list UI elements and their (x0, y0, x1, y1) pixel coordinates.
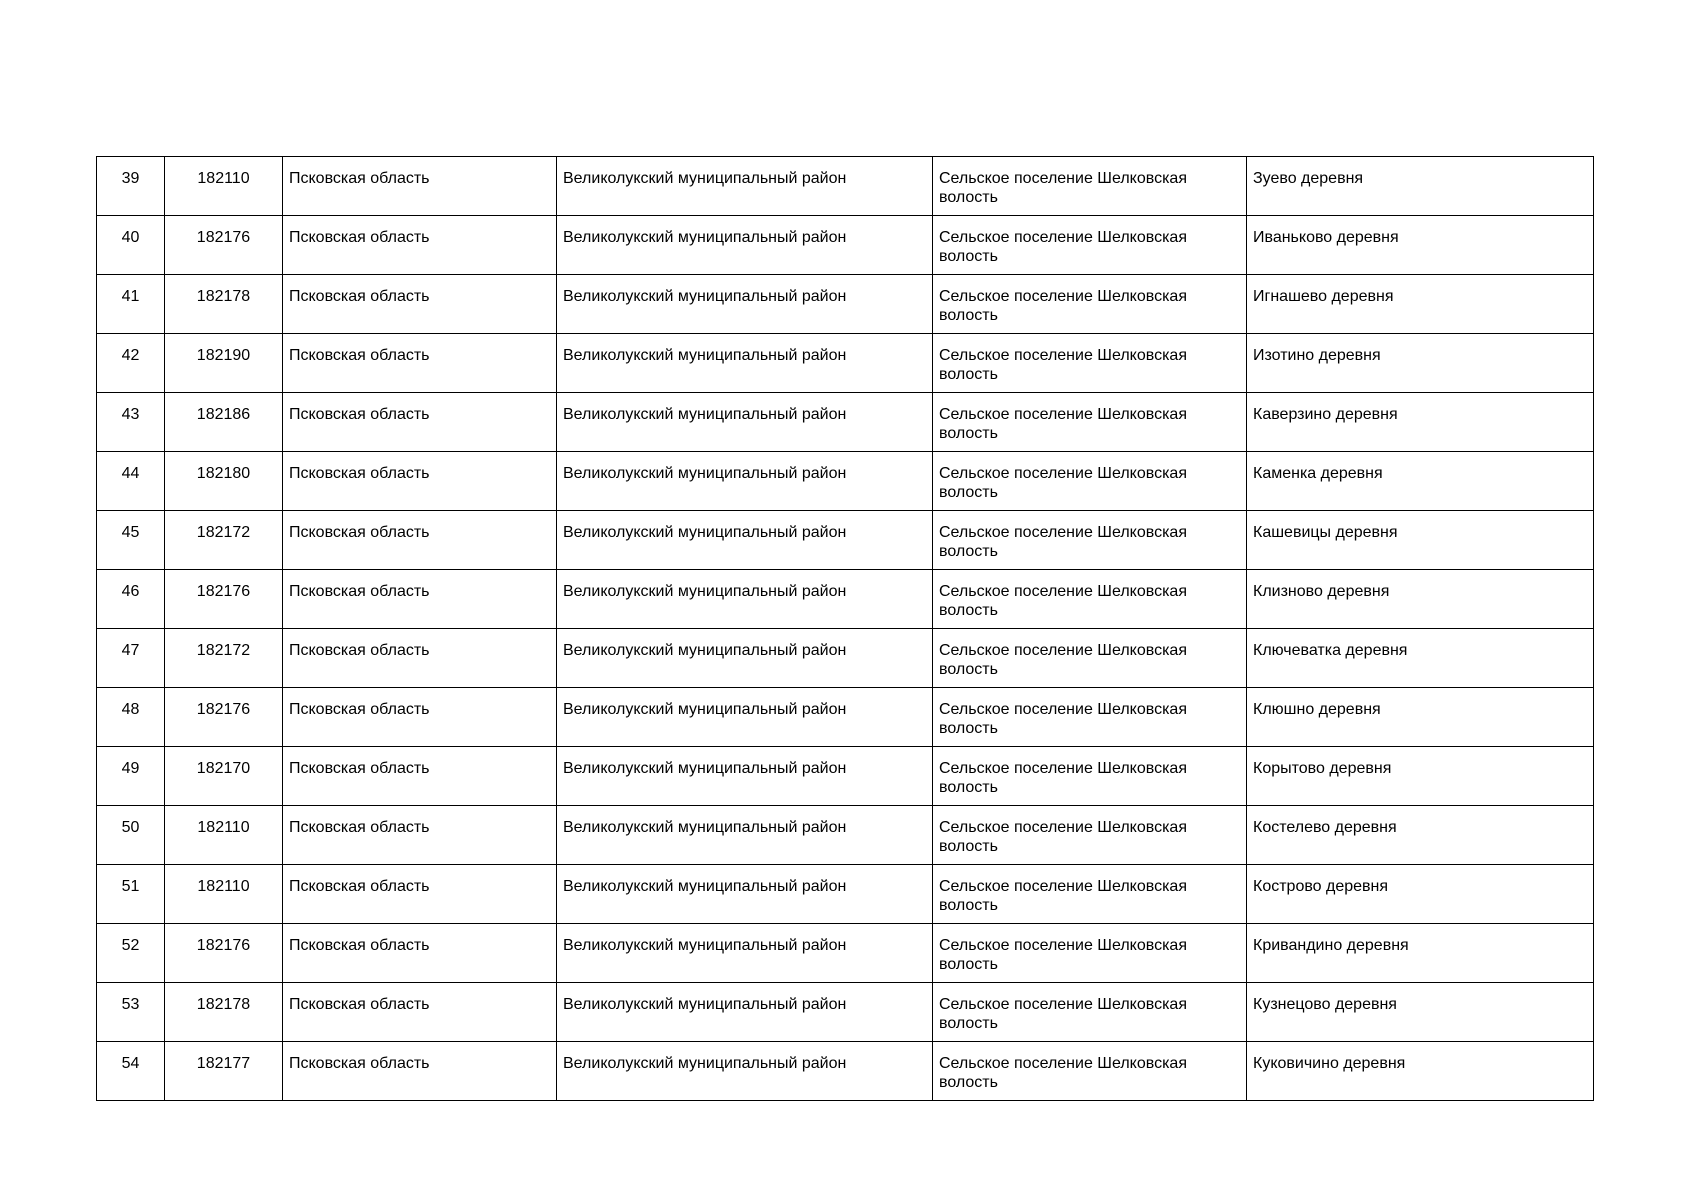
district-cell: Великолукский муниципальный район (557, 629, 933, 688)
row-number-cell: 52 (97, 924, 165, 983)
settlement-cell: Сельское поселение Шелковская волость (933, 157, 1247, 216)
postal-index-cell: 182176 (165, 924, 283, 983)
region-cell: Псковская область (283, 452, 557, 511)
district-cell: Великолукский муниципальный район (557, 865, 933, 924)
row-number-cell: 51 (97, 865, 165, 924)
row-number-cell: 53 (97, 983, 165, 1042)
region-cell: Псковская область (283, 1042, 557, 1101)
settlement-cell: Сельское поселение Шелковская волость (933, 393, 1247, 452)
region-cell: Псковская область (283, 275, 557, 334)
district-cell: Великолукский муниципальный район (557, 688, 933, 747)
district-cell: Великолукский муниципальный район (557, 452, 933, 511)
table-row (97, 688, 1594, 747)
row-number-cell: 46 (97, 570, 165, 629)
row-number-cell: 48 (97, 688, 165, 747)
table-row (97, 511, 1594, 570)
region-cell: Псковская область (283, 334, 557, 393)
region-cell: Псковская область (283, 983, 557, 1042)
settlement-cell: Сельское поселение Шелковская волость (933, 334, 1247, 393)
settlement-cell: Сельское поселение Шелковская волость (933, 747, 1247, 806)
row-number-cell: 54 (97, 1042, 165, 1101)
row-number-cell: 43 (97, 393, 165, 452)
table-row (97, 865, 1594, 924)
district-cell: Великолукский муниципальный район (557, 983, 933, 1042)
settlement-cell: Сельское поселение Шелковская волость (933, 924, 1247, 983)
postal-index-cell: 182176 (165, 570, 283, 629)
region-cell: Псковская область (283, 688, 557, 747)
postal-index-cell: 182110 (165, 865, 283, 924)
table-row (97, 452, 1594, 511)
table-row (97, 157, 1594, 216)
district-cell: Великолукский муниципальный район (557, 216, 933, 275)
district-cell: Великолукский муниципальный район (557, 275, 933, 334)
postal-index-cell: 182178 (165, 983, 283, 1042)
table-row (97, 334, 1594, 393)
district-cell: Великолукский муниципальный район (557, 806, 933, 865)
region-cell: Псковская область (283, 157, 557, 216)
postal-index-cell: 182172 (165, 511, 283, 570)
district-cell: Великолукский муниципальный район (557, 570, 933, 629)
table-row (97, 806, 1594, 865)
postal-index-cell: 182178 (165, 275, 283, 334)
postal-index-cell: 182186 (165, 393, 283, 452)
locality-cell: Ключеватка деревня (1247, 629, 1594, 688)
row-number-cell: 42 (97, 334, 165, 393)
settlement-cell: Сельское поселение Шелковская волость (933, 629, 1247, 688)
postal-index-cell: 182190 (165, 334, 283, 393)
table-row (97, 1042, 1594, 1101)
postal-index-cell: 182180 (165, 452, 283, 511)
settlement-cell: Сельское поселение Шелковская волость (933, 216, 1247, 275)
locality-cell: Изотино деревня (1247, 334, 1594, 393)
locality-cell: Кашевицы деревня (1247, 511, 1594, 570)
settlement-cell: Сельское поселение Шелковская волость (933, 983, 1247, 1042)
district-cell: Великолукский муниципальный район (557, 747, 933, 806)
postal-index-cell: 182176 (165, 688, 283, 747)
settlement-cell: Сельское поселение Шелковская волость (933, 275, 1247, 334)
settlement-cell: Сельское поселение Шелковская волость (933, 570, 1247, 629)
region-cell: Псковская область (283, 216, 557, 275)
row-number-cell: 50 (97, 806, 165, 865)
district-cell: Великолукский муниципальный район (557, 1042, 933, 1101)
settlement-cell: Сельское поселение Шелковская волость (933, 1042, 1247, 1101)
region-cell: Псковская область (283, 511, 557, 570)
table-row (97, 924, 1594, 983)
postal-index-cell: 182176 (165, 216, 283, 275)
district-cell: Великолукский муниципальный район (557, 334, 933, 393)
region-cell: Псковская область (283, 747, 557, 806)
region-cell: Псковская область (283, 865, 557, 924)
postal-index-cell: 182172 (165, 629, 283, 688)
table-row (97, 275, 1594, 334)
locality-cell: Каверзино деревня (1247, 393, 1594, 452)
row-number-cell: 41 (97, 275, 165, 334)
table-body (97, 157, 1594, 1101)
row-number-cell: 40 (97, 216, 165, 275)
row-number-cell: 39 (97, 157, 165, 216)
locality-cell: Куковичино деревня (1247, 1042, 1594, 1101)
settlement-cell: Сельское поселение Шелковская волость (933, 452, 1247, 511)
locality-cell: Иваньково деревня (1247, 216, 1594, 275)
row-number-cell: 44 (97, 452, 165, 511)
postal-index-cell: 182110 (165, 806, 283, 865)
table-row (97, 216, 1594, 275)
locality-cell: Костелево деревня (1247, 806, 1594, 865)
locality-cell: Клизново деревня (1247, 570, 1594, 629)
region-cell: Псковская область (283, 806, 557, 865)
district-cell: Великолукский муниципальный район (557, 393, 933, 452)
region-cell: Псковская область (283, 570, 557, 629)
settlement-cell: Сельское поселение Шелковская волость (933, 511, 1247, 570)
region-cell: Псковская область (283, 393, 557, 452)
postal-index-cell: 182177 (165, 1042, 283, 1101)
postal-index-cell: 182170 (165, 747, 283, 806)
settlement-cell: Сельское поселение Шелковская волость (933, 806, 1247, 865)
district-cell: Великолукский муниципальный район (557, 924, 933, 983)
table-row (97, 629, 1594, 688)
address-table (96, 156, 1594, 1101)
locality-cell: Игнашево деревня (1247, 275, 1594, 334)
table-row (97, 747, 1594, 806)
district-cell: Великолукский муниципальный район (557, 157, 933, 216)
locality-cell: Корытово деревня (1247, 747, 1594, 806)
locality-cell: Кривандино деревня (1247, 924, 1594, 983)
table-row (97, 983, 1594, 1042)
postal-index-cell: 182110 (165, 157, 283, 216)
district-cell: Великолукский муниципальный район (557, 511, 933, 570)
settlement-cell: Сельское поселение Шелковская волость (933, 688, 1247, 747)
locality-cell: Клюшно деревня (1247, 688, 1594, 747)
locality-cell: Зуево деревня (1247, 157, 1594, 216)
region-cell: Псковская область (283, 924, 557, 983)
settlement-cell: Сельское поселение Шелковская волость (933, 865, 1247, 924)
row-number-cell: 49 (97, 747, 165, 806)
row-number-cell: 47 (97, 629, 165, 688)
locality-cell: Кострово деревня (1247, 865, 1594, 924)
row-number-cell: 45 (97, 511, 165, 570)
table-row (97, 393, 1594, 452)
table-row (97, 570, 1594, 629)
locality-cell: Каменка деревня (1247, 452, 1594, 511)
region-cell: Псковская область (283, 629, 557, 688)
locality-cell: Кузнецово деревня (1247, 983, 1594, 1042)
